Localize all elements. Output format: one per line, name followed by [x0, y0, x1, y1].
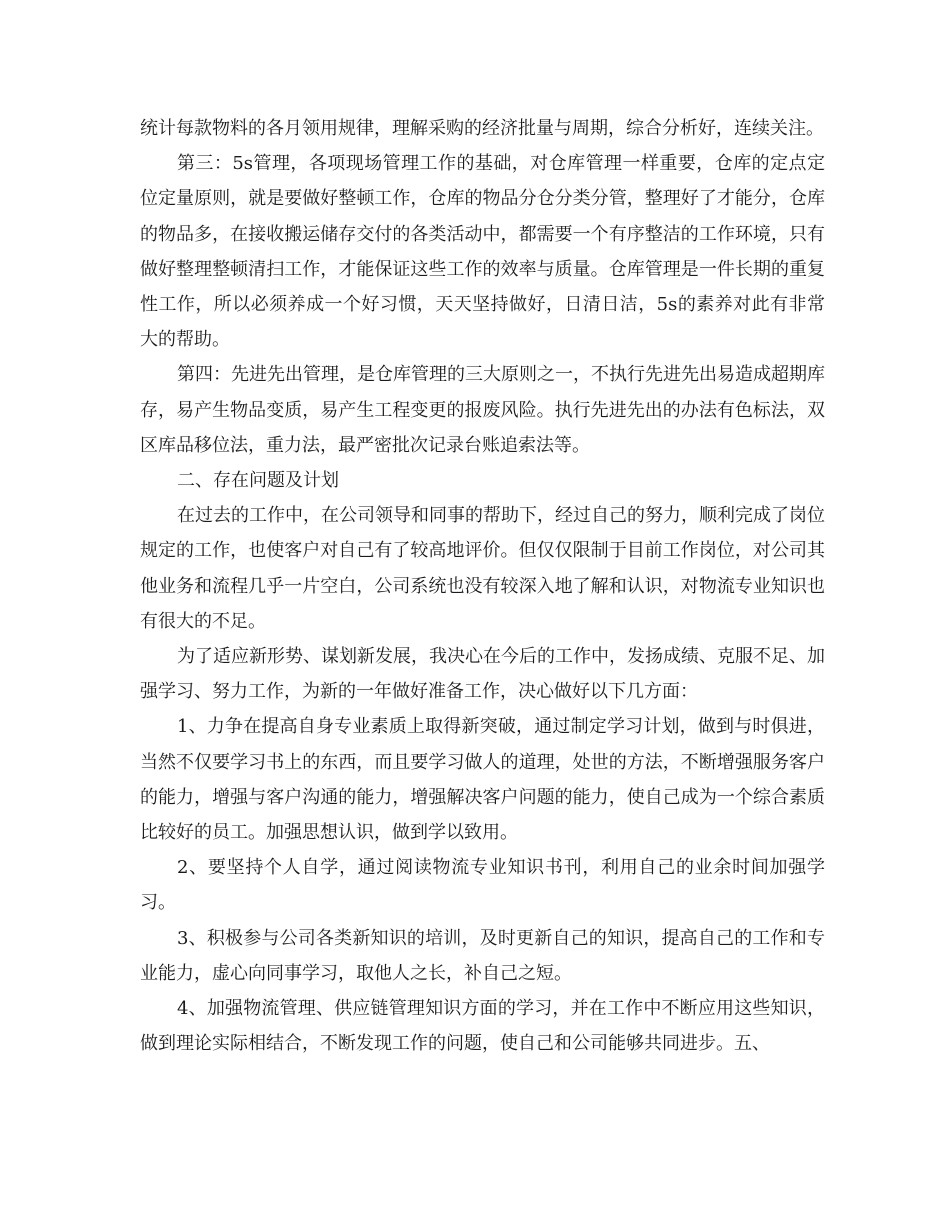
paragraph: 统计每款物料的各月领用规律，理解采购的经济批量与周期，综合分析好，连续关注。 — [140, 118, 824, 139]
document-body — [140, 111, 825, 1061]
list-item: 4、加强物流管理、供应链管理知识方面的学习，并在工作中不断应用这些知识，做到理论实际相结合，不断发现工作的问题，使自己和公司能够共同进步。五、 — [140, 998, 825, 1055]
list-item: 2、要坚持个人自学，通过阅读物流专业知识书刊，利用自己的业余时间加强学习。 — [140, 857, 825, 914]
section-heading: 二、存在问题及计划 — [177, 470, 339, 492]
list-item: 3、积极参与公司各类新知识的培训，及时更新自己的知识，提高自己的工作和专业能力，虚心向同事学习，取他人之长，补自己之短。 — [140, 927, 825, 984]
paragraph: 第三：5s管理，各项现场管理工作的基础，对仓库管理一样重要，仓库的定点定位定量原则，就是要做好整顿工作，仓库的物品分仓分类分管，整理好了才能分，仓库的物品多，在接收搬运储存交付的各类活动中，都需要一个有序整洁的工作环境，只有做好整理整顿清扫工作，才能保证这些工作的效率与质量。仓库管理是一件长期的重复性工作，所以必须养成一个好习惯，天天坚持做好，日清日洁，5s的素养对此有非常大的帮助。 — [140, 153, 825, 351]
paragraph: 为了适应新形势、谋划新发展，我决心在今后的工作中，发扬成绩、克服不足、加强学习、努力工作，为新的一年做好准备工作，决心做好以下几方面： — [140, 646, 825, 703]
paragraph: 第四：先进先出管理，是仓库管理的三大原则之一，不执行先进先出易造成超期库存，易产生物品变质，易产生工程变更的报废风险。执行先进先出的办法有色标法，双区库品移位法，重力法，最严密批次记录台账追索法等。 — [140, 364, 825, 456]
list-item: 1、力争在提高自身专业素质上取得新突破，通过制定学习计划，做到与时俱进，当然不仅要学习书上的东西，而且要学习做人的道理，处世的方法，不断增强服务客户的能力，增强与客户沟通的能力，增强解决客户问题的能力，使自己成为一个综合素质比较好的员工。加强思想认识，做到学以致用。 — [140, 716, 825, 844]
paragraph: 在过去的工作中，在公司领导和同事的帮助下，经过自己的努力，顺利完成了岗位规定的工作，也使客户对自己有了较高地评价。但仅仅限制于目前工作岗位，对公司其他业务和流程几乎一片空白，公司系统也没有较深入地了解和认识，对物流专业知识也有很大的不足。 — [140, 505, 825, 632]
